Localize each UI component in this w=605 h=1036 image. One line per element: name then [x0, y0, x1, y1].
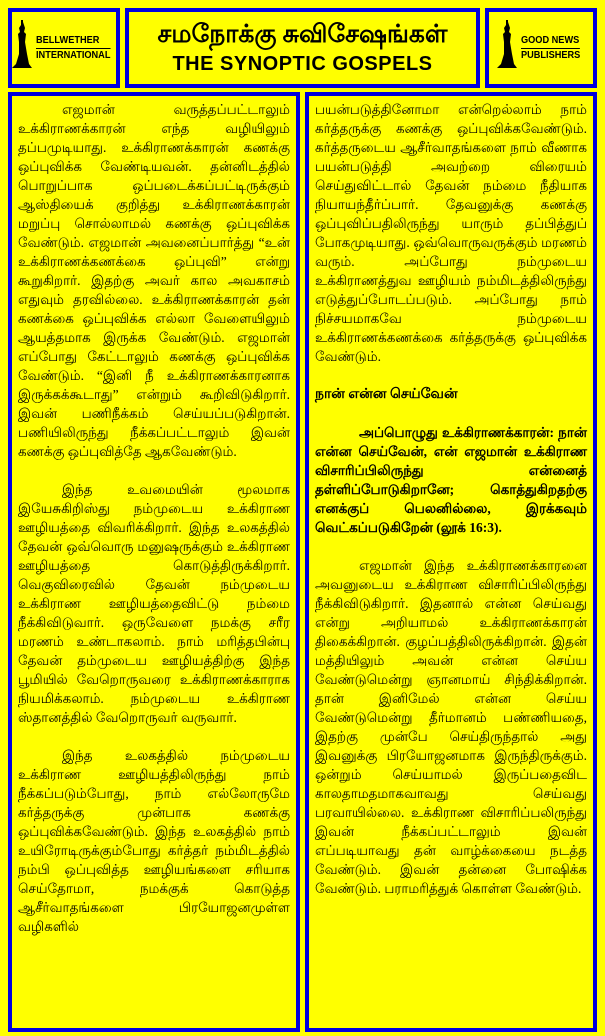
paragraph-parable-explained: இந்த உவமையின் மூலமாக இயேசுகிறிஸ்து நம்முடைய உக்கிராண ஊழியத்தை விவரிக்கிறார். இந்த உலகத்தில் தேவன் ஒவ்வொரு மனுஷருக்கும் உக்கிராண ஊழியத்தை கொடுத்திருக்கிறார். வெகுவிரைவில் தேவன் நம்முடைய உக்கிராண ஊழியத்தைவிட்டு நம்மை நீக்கிவிடுவார். ஒருவேளை நமக்கு சரீர மரணம் உண்டாகலாம். நாம் மரித்தபின்பு தேவன் தம்முடைய ஊழியத்திற்கு இந்த பூமியில் வேறொருவரை உக்கிராணக்காராக நியமிக்கலாம். நம்முடைய உக்கிராண ஸ்தானத்தில் வேறொருவர் வருவார். [18, 482, 290, 725]
body-columns [8, 92, 597, 1032]
good-news-logo-text [521, 34, 580, 62]
section-heading-what-shall-i-do: நான் என்ன செய்வேன் [315, 387, 458, 402]
page-title-english: THE SYNOPTIC GOSPELS [172, 52, 433, 75]
scripture-quote-luke-16-3: அப்பொழுது உக்கிராணக்காரன்: நான் என்ன செய்வேன், என் எஜமான் உக்கிராண விசாரிப்பிலிருந்து என்னைத் தள்ளிப்போடுகிறானே; கொத்துகிறதற்கு எனக்குப் பெலனில்லை, இரக்கவும் வெட்கப்படுகிறேன் (லூக் 16:3). [315, 425, 587, 535]
shepherd-figure-icon [496, 20, 518, 77]
bellwether-logo-text [36, 34, 110, 62]
paragraph-stewardship-account: எஜமான் வருத்தப்பட்டாலும் உக்கிராணக்காரன் எந்த வழியிலும் தப்பமுடியாது. உக்கிராணக்காரன் கணக்கு ஒப்புவிக்க வேண்டியவன். தன்னிடத்தில் பொறுப்பாக ஒப்படைக்கப்பட்டிருக்கும் ஆஸ்தியைக் குறித்து உக்கிராணக்காரன் மறுப்பு சொல்லாமல் கணக்கு ஒப்புவிக்க வேண்டும். எஜமான் அவனைப்பார்த்து “உன் உக்கிராணக்கணக்கை ஒப்புவி” என்று கூறுகிறார். இதற்கு அவர் கால அவகாசம் எதுவும் தரவில்லை. உக்கிராணக்காரன் தன் கணக்கை ஒப்புவிக்க எல்லா வேளையிலும் ஆயத்தமாக இருக்க வேண்டும். எஜமான் எப்போது கேட்டாலும் கணக்கு ஒப்புவிக்க வேண்டும். “இனி நீ உக்கிராணக்காரனாக இருக்கக்கூடாது” என்றும் கூறிவிடுகிறார். இவன் பணிநீக்கம் செய்யப்படுகிறான். பணியிலிருந்து நீக்கப்பட்டாலும் இவன் கணக்கு ஒப்புவித்தே ஆகவேண்டும். [18, 102, 290, 459]
bellwether-logo-line1: BELLWETHER [36, 34, 110, 49]
paragraph-continuation-account-to-lord: பயன்படுத்தினோமா என்றெல்லாம் நாம் கர்த்தருக்கு கணக்கு ஒப்புவிக்கவேண்டும். கர்த்தருடைய ஆசீர்வாதங்களை நாம் வீணாக பயன்படுத்தி அவற்றை விரையம் செய்துவிட்டால் தேவன் நம்மை நீதியாக நியாயந்தீர்ப்பார். தேவனுக்கு கணக்கு ஒப்புவிப்பதிலிருந்து யாரும் தப்பித்துப் போகமுடியாது. ஒவ்வொருவருக்கும் மரணம் வரும். அப்போது நம்முடைய உக்கிராணத்துவ ஊழியம் நம்மிடத்திலிருந்து எடுத்துப்போடப்படும். அப்போது நாம் நிச்சயமாகவே நம்முடைய உக்கிராணக்கணக்கை கர்த்தருக்கு ஒப்புவிக்க வேண்டும். [315, 102, 587, 364]
header [8, 8, 597, 88]
title-box [125, 8, 480, 88]
right-column [305, 92, 597, 1032]
bellwether-logo [8, 8, 120, 88]
bellwether-logo-line2: INTERNATIONAL [36, 50, 111, 61]
paragraph-steward-dilemma: எஜமான் இந்த உக்கிராணக்காரனை அவனுடைய உக்கிராண விசாரிப்பிலிருந்து நீக்கிவிடுகிறார். இதனால் என்ன செய்வது என்று அறியாமல் உக்கிராணக்காரன் திகைக்கிறான். குழப்பத்திலிருக்கிறான். இதன் மத்தியிலும் அவன் என்ன செய்ய வேண்டுமென்று ஞானமாய் சிந்திக்கிறான். தான் இனிமேல் என்ன செய்ய வேண்டுமென்று தீர்மானம் பண்ணியதை, இதற்கு முன்பே செய்திருந்தால் அது இவனுக்கு பிரயோஜனமாக இருந்திருக்கும். ஒன்றும் செய்யாமல் இருப்பதைவிட காலதாமதமாகவாவது செய்வது பரவாயில்லை. உக்கிராண விசாரிப்பலிருந்து இவன் நீக்கப்பட்டாலும் இவன் எப்படியாவது தன் வாழ்க்கையை நடத்த வேண்டும். இவன் தன்னை போஷிக்க வேண்டும். பராமரித்துக் கொள்ள வேண்டும். [315, 558, 587, 896]
page-title-tamil: சமநோக்கு சுவிசேஷங்கள் [157, 20, 448, 48]
left-column [8, 92, 300, 1032]
shepherd-figure-icon [11, 20, 33, 77]
paragraph-removed-from-stewardship: இந்த உலகத்தில் நம்முடைய உக்கிராண ஊழியத்திலிருந்து நாம் நீக்கப்படும்போது, நாம் எல்லோருமே கர்த்தருக்கு முன்பாக கணக்கு ஒப்புவிக்கவேண்டும். இந்த உலகத்தில் நாம் உயிரோடிருக்கும்போது கர்த்தர் நம்மிடத்தில் நம்பி ஒப்புவித்த ஊழியங்களை சரியாக செய்தோமா, நமக்குக் கொடுத்த ஆசீர்வாதங்களை பிரயோஜனமுள்ள வழிகளில் [18, 748, 290, 934]
good-news-logo-line1: GOOD NEWS [521, 34, 580, 49]
good-news-publishers-logo [485, 8, 597, 88]
good-news-logo-line2: PUBLISHERS [521, 50, 581, 61]
